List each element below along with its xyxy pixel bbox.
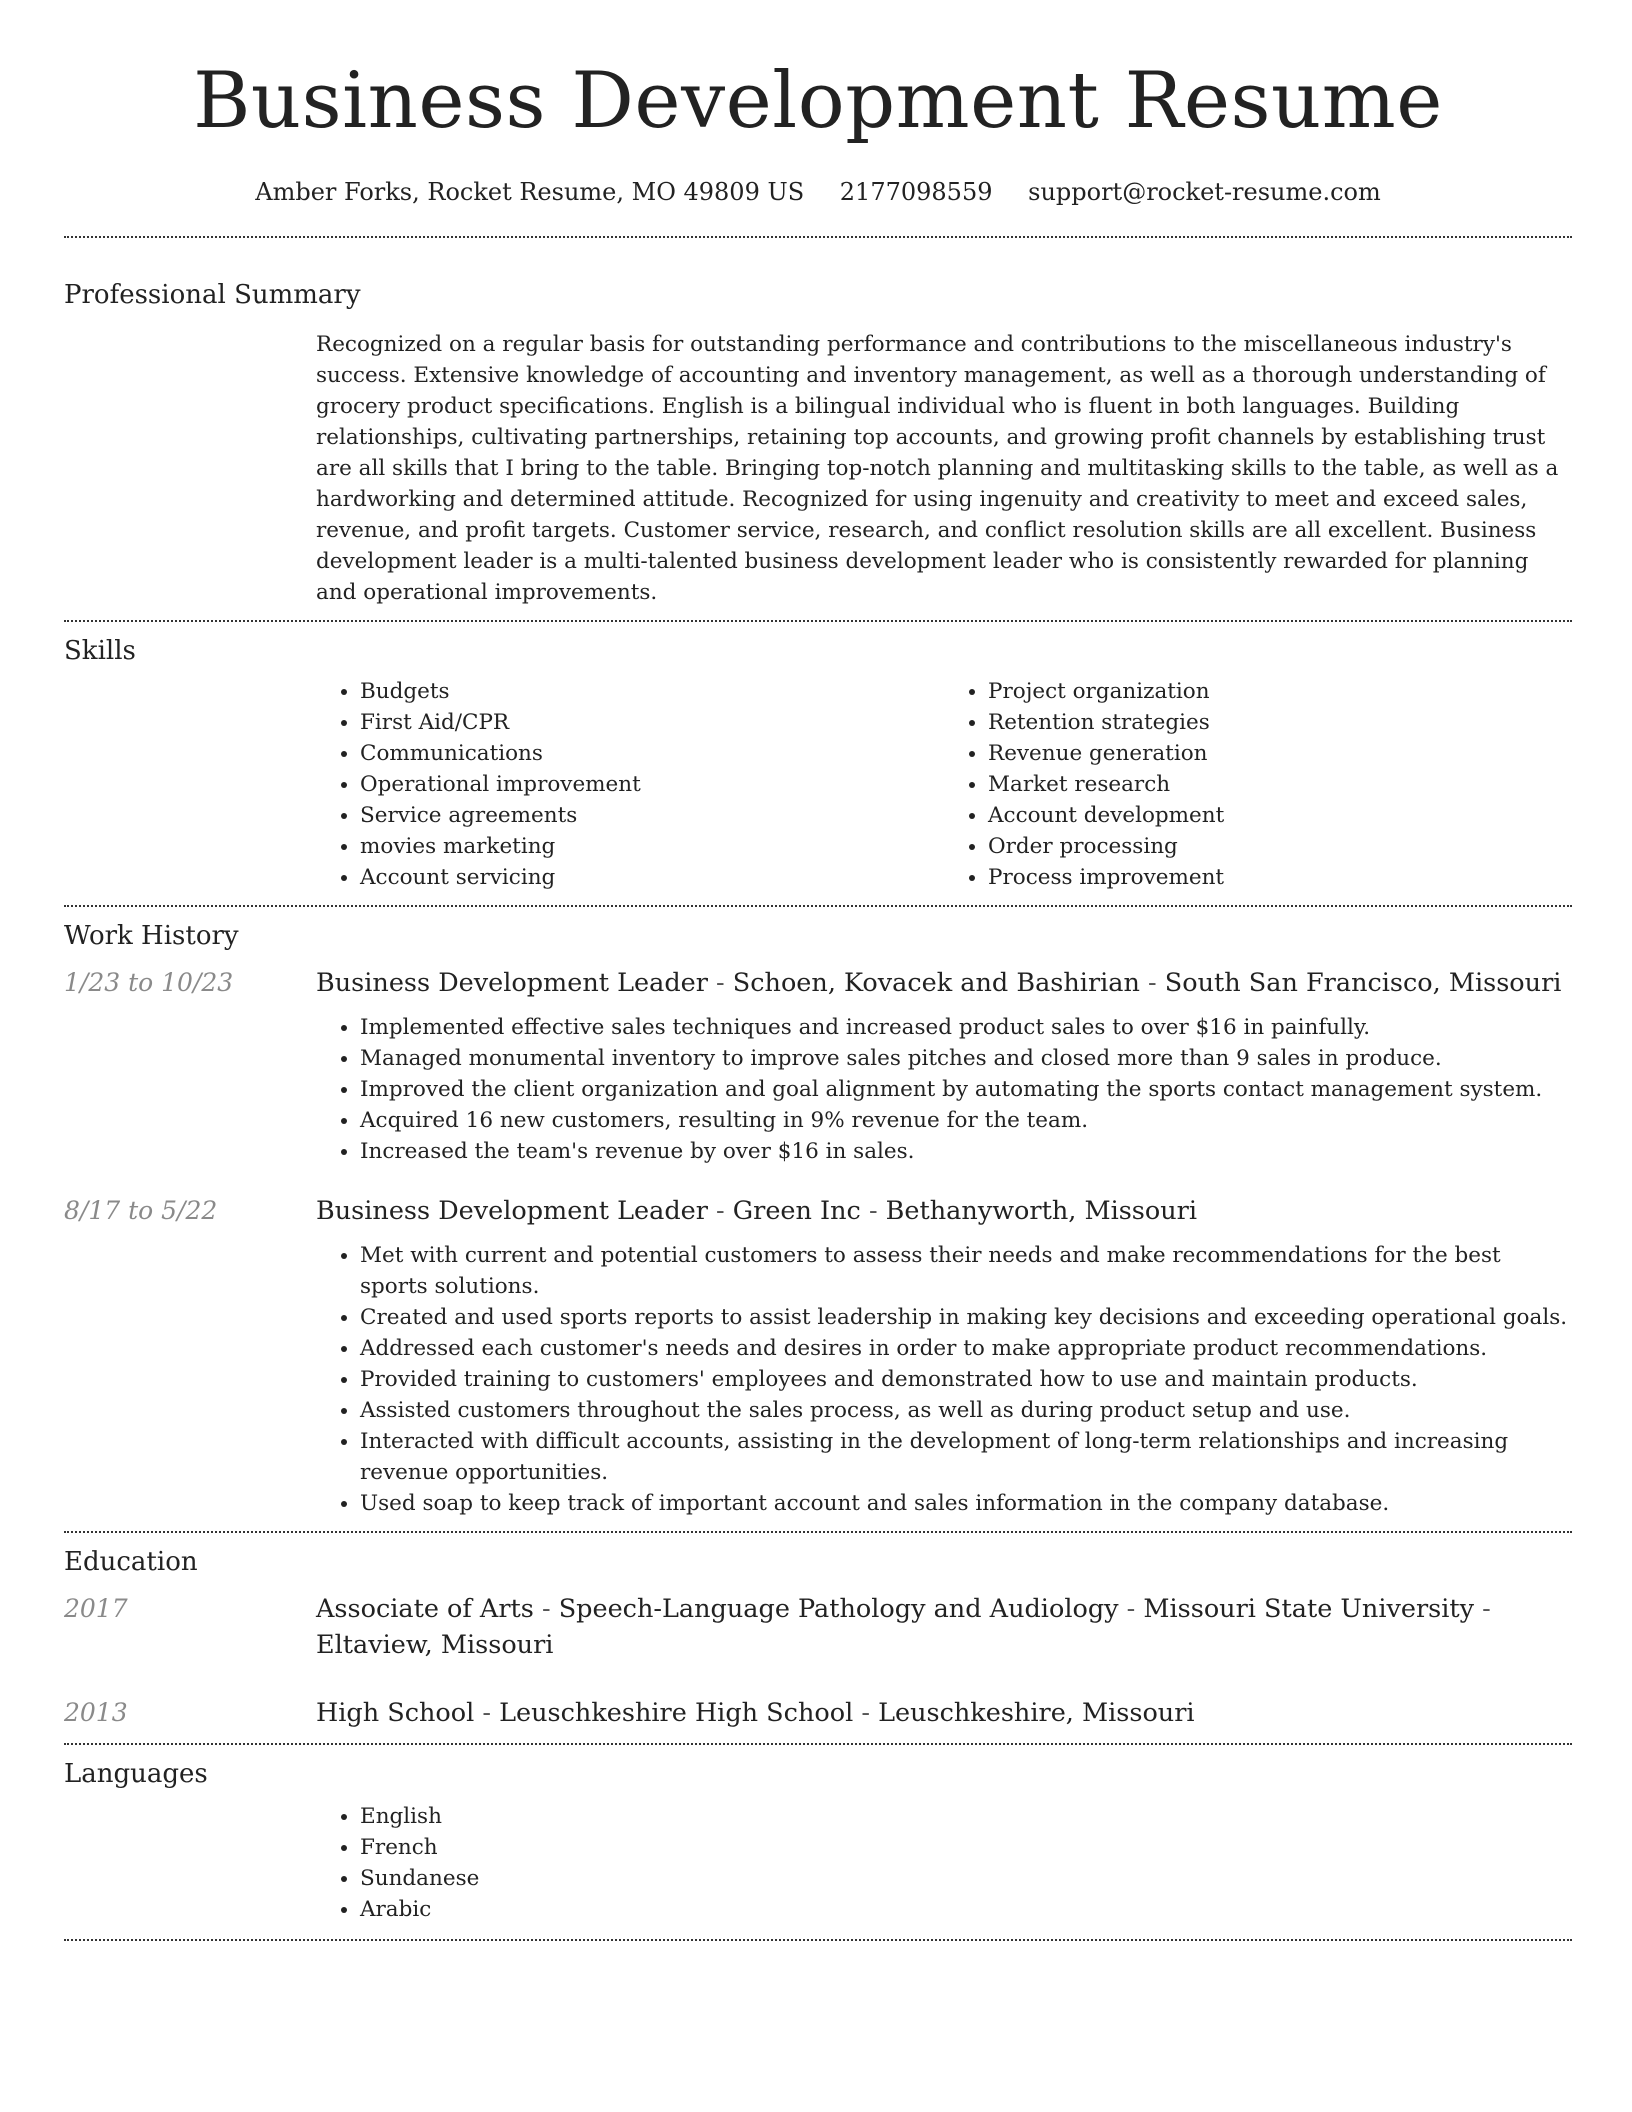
- list-item: • French: [360, 1832, 1572, 1863]
- divider: [64, 1531, 1572, 1533]
- list-item: • Managed monumental inventory to improve sales pitches and closed more than 9 sales in produce.: [360, 1043, 1572, 1074]
- divider: [64, 1743, 1572, 1745]
- section-heading-education: Education: [64, 1547, 198, 1577]
- school-location: Eltaview, Missouri: [316, 1630, 554, 1660]
- job-date: 8/17 to 5/22: [64, 1196, 218, 1225]
- field-of-study: Speech-Language Pathology and Audiology: [558, 1594, 1119, 1624]
- list-item: • Communications: [360, 738, 944, 769]
- section-heading-summary: Professional Summary: [64, 280, 361, 310]
- school: Missouri State University: [1143, 1594, 1475, 1624]
- list-item: • Project organization: [988, 676, 1572, 707]
- list-item: • Arabic: [360, 1894, 1572, 1925]
- list-item: • Sundanese: [360, 1863, 1572, 1894]
- list-item: • English: [360, 1801, 1572, 1832]
- list-item: • Account development: [988, 800, 1572, 831]
- email: support@rocket-resume.com: [1028, 178, 1381, 206]
- job-company: Schoen, Kovacek and Bashirian: [732, 968, 1140, 998]
- address: Amber Forks, Rocket Resume, MO 49809 US: [255, 178, 805, 206]
- skills-section: [64, 634, 1572, 893]
- education-heading: Associate of Arts - Speech-Language Pathology and Audiology - Missouri State University - Eltaview, Missouri: [316, 1594, 1491, 1660]
- job-heading: Business Development Leader - Green Inc - Bethanyworth, Missouri: [316, 1196, 1198, 1226]
- job-title: Business Development Leader: [316, 1196, 708, 1226]
- list-item: • Retention strategies: [988, 707, 1572, 738]
- job-heading: Business Development Leader - Schoen, Kovacek and Bashirian - South San Francisco, Missouri: [316, 968, 1562, 998]
- education-entry: [64, 1591, 1572, 1663]
- list-item: • Account servicing: [360, 862, 944, 893]
- list-item: • Assisted customers throughout the sales process, as well as during product setup and use.: [360, 1395, 1572, 1426]
- list-item: • Acquired 16 new customers, resulting in 9% revenue for the team.: [360, 1105, 1572, 1136]
- job-title: Business Development Leader: [316, 968, 708, 998]
- skills-list-left: [316, 676, 944, 893]
- divider: [64, 236, 1572, 238]
- divider: [64, 1939, 1572, 1941]
- education-entry: [64, 1695, 1572, 1731]
- list-item: • First Aid/CPR: [360, 707, 944, 738]
- list-item: • Revenue generation: [988, 738, 1572, 769]
- degree: Associate of Arts: [316, 1594, 534, 1624]
- summary-section: [64, 278, 1572, 608]
- degree: High School: [316, 1698, 475, 1728]
- section-heading-work: Work History: [64, 921, 239, 951]
- resume-title: Business Development Resume: [193, 56, 1443, 146]
- summary-body: [316, 329, 1572, 608]
- job-company: Green Inc: [732, 1196, 861, 1226]
- job-location: Bethanyworth, Missouri: [885, 1196, 1198, 1226]
- summary-text: Recognized on a regular basis for outstanding performance and contributions to the miscellaneous industry's success. Extensive knowledge of accounting and inventory management, as well as a thorough understanding of grocery product specifications. English is a bilingual individual who is fluent in both languages. Building relationships, cultivating partnerships, retaining top accounts, and growing profit channels by establishing trust are all skills that I bring to the table. Bringing top-notch planning and multitasking skills to the table, as well as a hardworking and determined attitude. Recognized for using ingenuity and creativity to meet and exceed sales, revenue, and profit targets. Customer service, research, and conflict resolution skills are all excellent. Business development leader is a multi-talented business development leader who is consistently rewarded for planning and operational improvements.: [316, 332, 1559, 605]
- job-bullets: [316, 1012, 1572, 1167]
- list-item: • Process improvement: [988, 862, 1572, 893]
- contact-line: [64, 176, 1572, 208]
- divider: [64, 620, 1572, 622]
- job-bullets: [316, 1240, 1572, 1519]
- phone: 2177098559: [839, 178, 993, 206]
- languages-list: [316, 1801, 1572, 1925]
- education-date: 2017: [64, 1594, 128, 1623]
- school-location: Leuschkeshire, Missouri: [878, 1698, 1195, 1728]
- list-item: • Market research: [988, 769, 1572, 800]
- education-section: [64, 1545, 1572, 1731]
- list-item: • Created and used sports reports to assist leadership in making key decisions and exceeding operational goals.: [360, 1302, 1572, 1333]
- list-item: • Interacted with difficult accounts, assisting in the development of long-term relationships and increasing revenue opportunities.: [360, 1426, 1572, 1488]
- list-item: • Provided training to customers' employees and demonstrated how to use and maintain products.: [360, 1364, 1572, 1395]
- list-item: • Addressed each customer's needs and desires in order to make appropriate product recommendations.: [360, 1333, 1572, 1364]
- job-location: South San Francisco, Missouri: [1164, 968, 1562, 998]
- work-section: [64, 919, 1572, 1519]
- list-item: • Improved the client organization and goal alignment by automating the sports contact management system.: [360, 1074, 1572, 1105]
- skills-columns: [316, 676, 1572, 893]
- list-item: • Budgets: [360, 676, 944, 707]
- languages-section: [64, 1757, 1572, 1925]
- section-heading-languages: Languages: [64, 1759, 208, 1789]
- education-date: 2013: [64, 1698, 128, 1727]
- list-item: • Met with current and potential customers to assess their needs and make recommendations for the best sports solutions.: [360, 1240, 1572, 1302]
- list-item: • Service agreements: [360, 800, 944, 831]
- job-entry: [64, 965, 1572, 1167]
- section-heading-skills: Skills: [64, 636, 136, 666]
- resume-page: [64, 0, 1572, 1941]
- list-item: • movies marketing: [360, 831, 944, 862]
- education-heading: High School - Leuschkeshire High School - Leuschkeshire, Missouri: [316, 1698, 1195, 1728]
- list-item: • Increased the team's revenue by over $16 in sales.: [360, 1136, 1572, 1167]
- skills-list-right: [944, 676, 1572, 893]
- list-item: • Order processing: [988, 831, 1572, 862]
- school: Leuschkeshire High School: [499, 1698, 854, 1728]
- divider: [64, 905, 1572, 907]
- job-entry: [64, 1193, 1572, 1519]
- list-item: • Operational improvement: [360, 769, 944, 800]
- list-item: • Implemented effective sales techniques and increased product sales to over $16 in painfully.: [360, 1012, 1572, 1043]
- job-date: 1/23 to 10/23: [64, 968, 234, 997]
- list-item: • Used soap to keep track of important account and sales information in the company database.: [360, 1488, 1572, 1519]
